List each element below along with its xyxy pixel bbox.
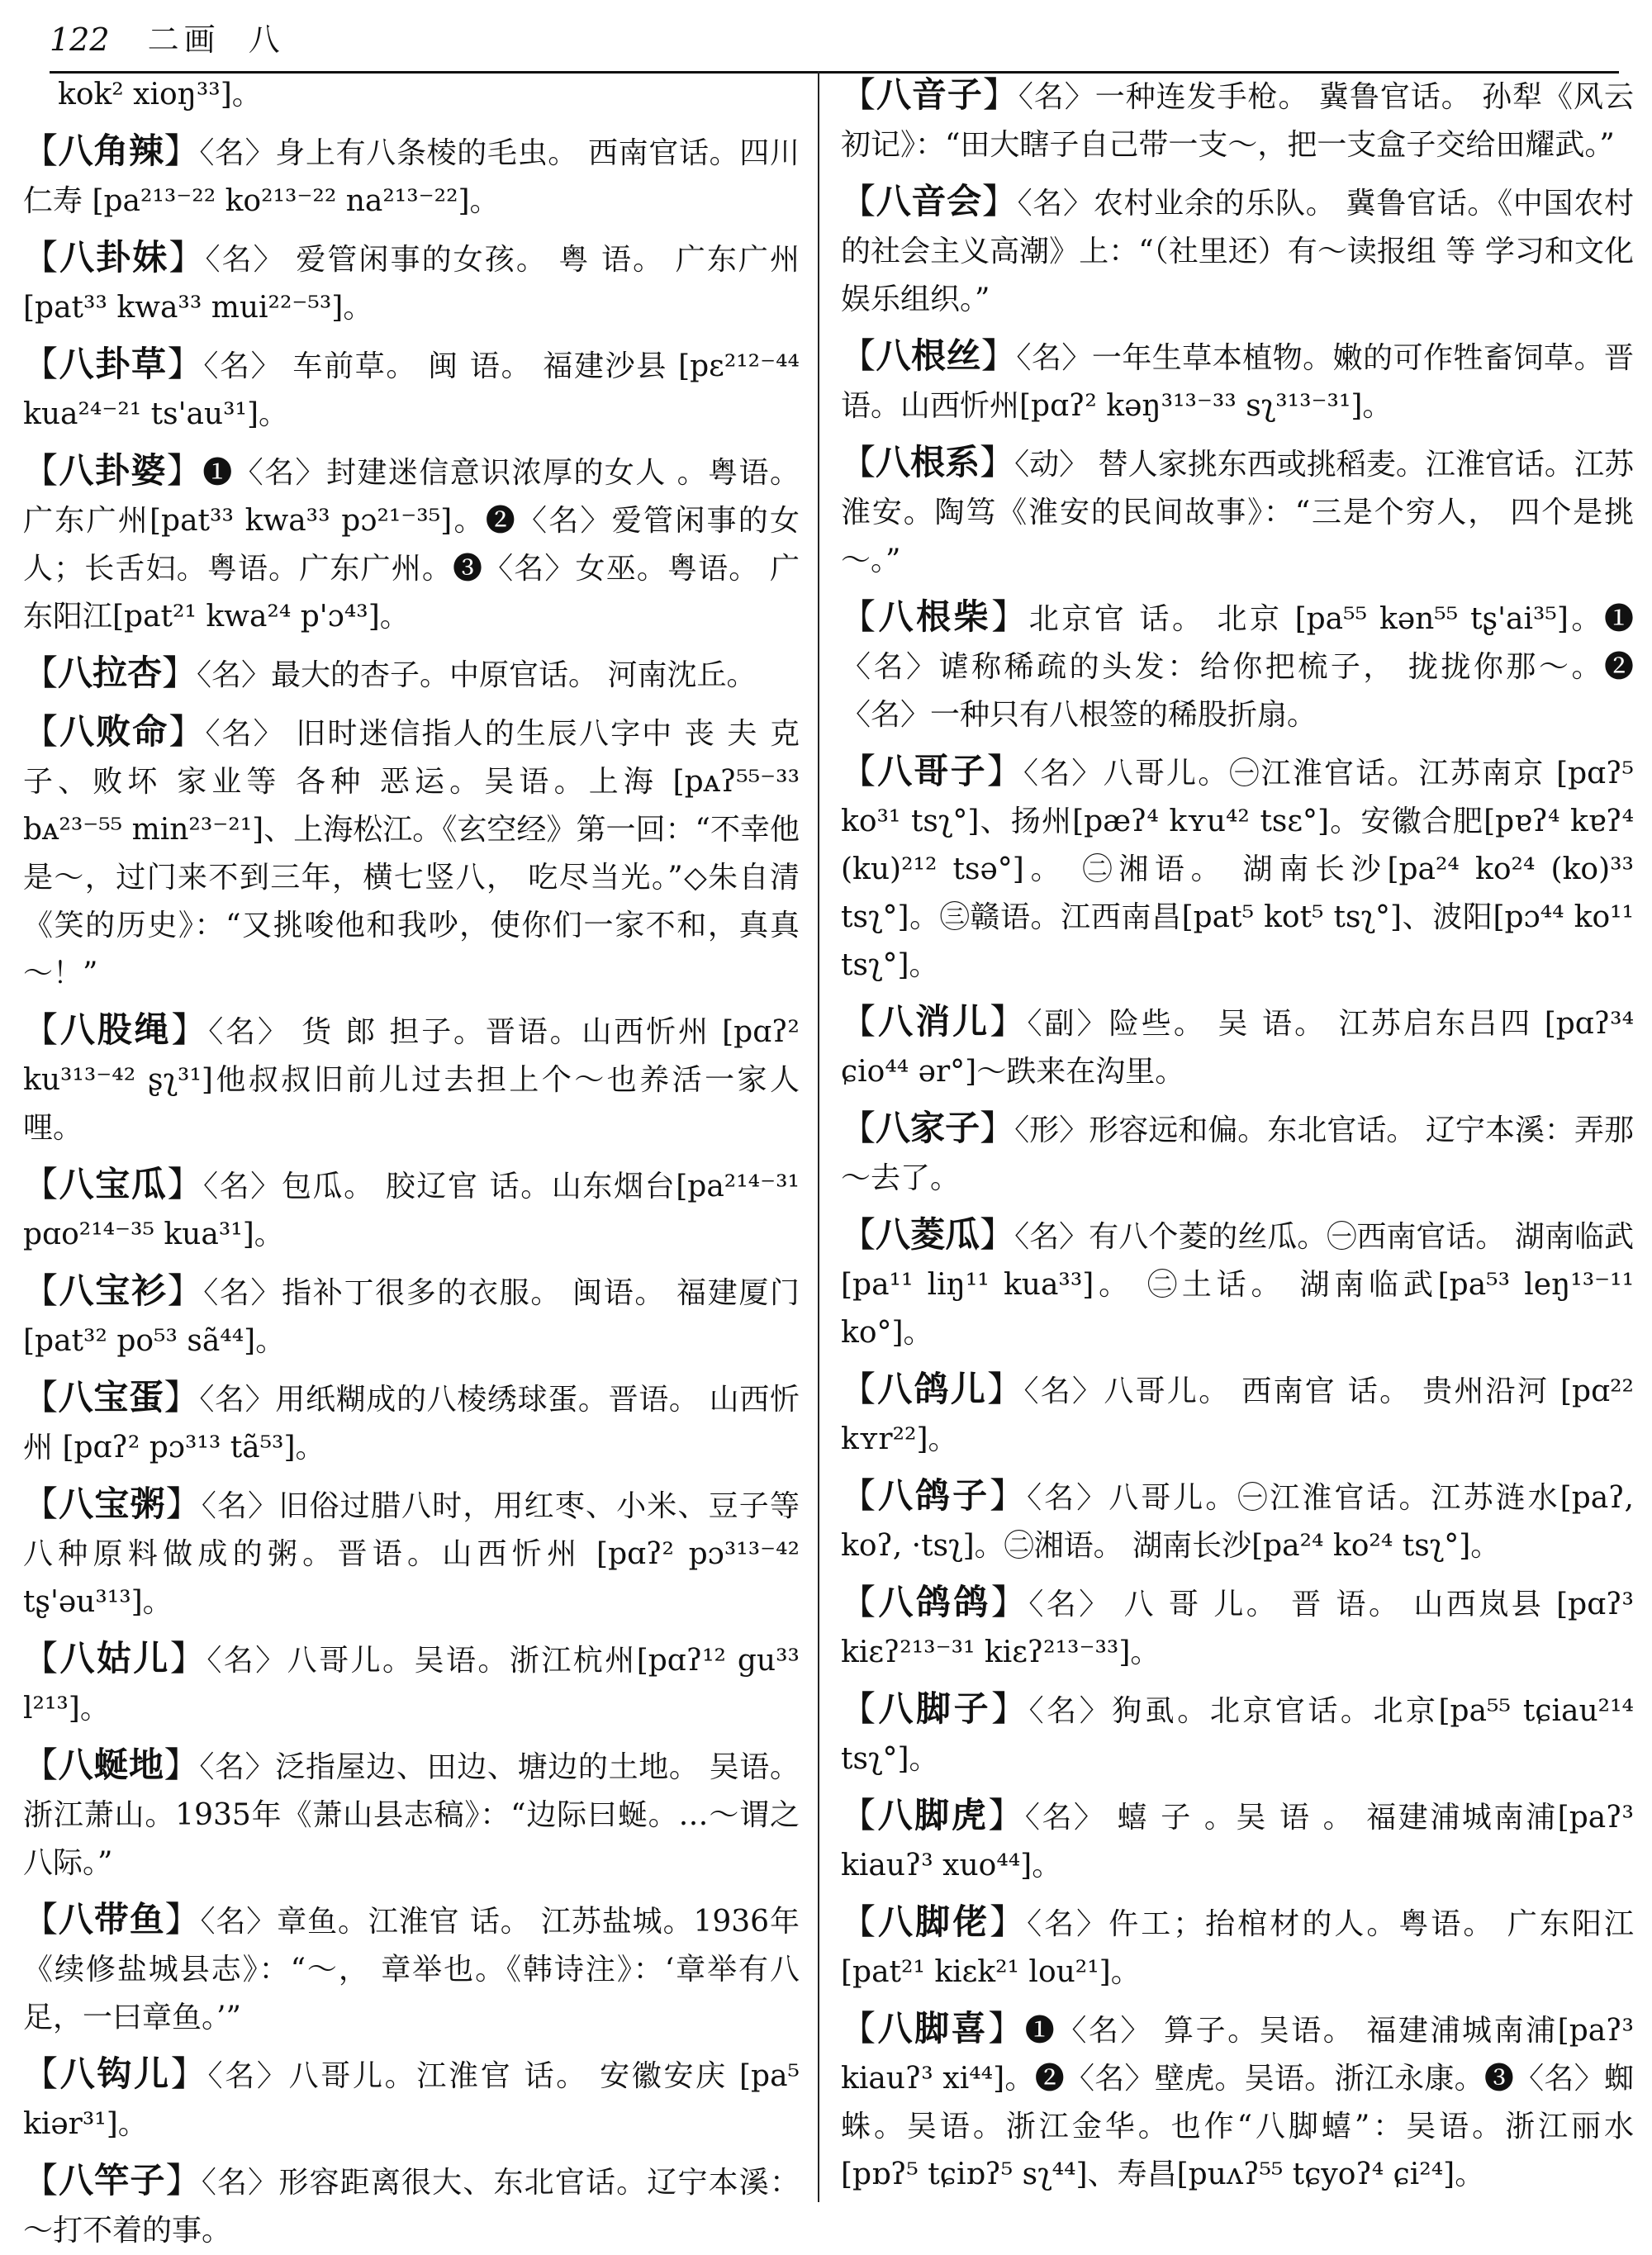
radical: 八 [248, 21, 285, 58]
dictionary-entry [23, 1480, 800, 1626]
dictionary-entry [841, 439, 1634, 585]
entry-definition: 〈名〉包瓜。 胶辽官 话。山东烟台[pa²¹⁴⁻³¹ pɑo²¹⁴⁻³⁵ kua³¹]。 [23, 1170, 800, 1251]
page-header [50, 18, 1619, 74]
entry-headword: 【八宝粥】 [23, 1484, 202, 1524]
entry-headword: 【八股绳】 [23, 1009, 209, 1050]
entry-headword: 【八消儿】 [841, 1001, 1028, 1042]
dictionary-entry [23, 2050, 800, 2148]
entry-headword: 【八带鱼】 [23, 1899, 201, 1939]
entry-definition: 〈名〉 蟢 子 。吴 语 。 福建浦城南浦[paʔ³ kiauʔ³ xuo⁴⁴]。 [841, 1801, 1634, 1882]
dictionary-entry [841, 2005, 1634, 2199]
entry-headword: 【八脚佬】 [841, 1901, 1028, 1942]
dictionary-entry [23, 649, 800, 700]
dictionary-entry [23, 340, 800, 439]
entry-headword: 【八哥子】 [841, 751, 1024, 791]
entry-definition: 〈名〉一年生草本植物。嫩的可作牲畜饲草。晋语。山西忻州[pɑʔ² kəŋ³¹³⁻³³ sʅ³¹³⁻³¹]。 [841, 341, 1634, 423]
entry-definition: 〈名〉一种连发手枪。 冀鲁官话。 孙犁《风云初记》：“田大瞎子自己带一支～，把一支盒子交给田耀武。” [841, 80, 1634, 162]
entry-headword: 【八脚虎】 [841, 1795, 1025, 1835]
dictionary-entry [23, 71, 800, 119]
entry-definition: 北京官 话。 北京 [pa⁵⁵ kən⁵⁵ tʂ'ai³⁵]。❶〈名〉谑称稀疏的头发：给你把梳子， 拢拢你那～。❷〈名〉一种只有八根签的稀股折扇。 [841, 602, 1634, 732]
entry-headword: 【八鸽儿】 [841, 1369, 1024, 1409]
entry-definition: ❶〈名〉 算子。吴语。 福建浦城南浦[paʔ³ kiauʔ³ xi⁴⁴]。❷〈名〉壁虎。吴语。浙江永康。❸〈名〉蜘蛛。吴语。浙江金华。也作“八脚蟢”：吴语。浙江丽水 [pɒʔ⁵ tɕiɒʔ⁵ sʅ⁴⁴]、寿昌[puʌʔ⁵⁵ tɕyoʔ⁴ ɕi²⁴]。 [841, 2014, 1634, 2191]
entry-definition: ❶〈名〉封建迷信意识浓厚的女人 。粤语。 广东广州[pat³³ kwa³³ pɔ²¹⁻³⁵]。❷〈名〉爱管闲事的女人；长舌妇。粤语。广东广州。❸〈名〉女巫。粤语。 广东阳江[pat²¹ kwa²⁴ p'ɔ⁴³]。 [23, 456, 800, 634]
left-column [23, 71, 800, 2248]
entry-headword: 【八卦草】 [23, 344, 204, 384]
entry-definition: 〈名〉形容距离很大、东北官话。辽宁本溪：～打不着的事。 [23, 2166, 800, 2248]
entry-definition: 〈名〉泛指屋边、田边、塘边的土地。 吴语。 浙江萧山。1935年《萧山县志稿》：“边际曰蜒。…～谓之八际。” [23, 1750, 800, 1880]
dictionary-entry [841, 71, 1634, 169]
entry-definition: 〈名〉 爱管闲事的女孩。 粤 语。 广东广州 [pat³³ kwa³³ mui²²⁻⁵³]。 [23, 243, 800, 325]
entry-headword: 【八音会】 [841, 181, 1018, 221]
dictionary-entry [23, 1006, 800, 1152]
entry-definition: 〈名〉八哥儿。㊀江淮官话。江苏涟水[paʔ, koʔ, ·tsʅ]。㊁湘语。 湖南长沙[pa²⁴ ko²⁴ tsʅ°]。 [841, 1481, 1634, 1563]
entry-headword: 【八宝衫】 [23, 1270, 204, 1311]
entry-headword: 【八菱瓜】 [841, 1214, 1015, 1255]
entry-headword: 【八宝蛋】 [23, 1377, 200, 1417]
dictionary-entry [23, 708, 800, 998]
entry-definition: kok² xioŋ³³]。 [58, 78, 262, 112]
dictionary-entry [23, 1267, 800, 1365]
dictionary-entry [23, 2157, 800, 2255]
dictionary-entry [841, 1685, 1634, 1783]
entry-definition: 〈名〉身上有八条棱的毛虫。 西南官话。四川仁寿 [pa²¹³⁻²² ko²¹³⁻²² na²¹³⁻²²]。 [23, 136, 800, 218]
entry-definition: 〈名〉农村业余的乐队。 冀鲁官话。《中国农村的社会主义高潮》上：“（社里还）有～读报组 等 学习和文化娱乐组织。” [841, 187, 1634, 316]
entry-definition: 〈名〉最大的杏子。中原官话。 河南沈丘。 [197, 658, 757, 692]
dictionary-entry [23, 127, 800, 226]
entry-headword: 【八钩儿】 [23, 2053, 208, 2094]
entry-headword: 【八卦婆】 [23, 450, 203, 491]
dictionary-entry [841, 1792, 1634, 1890]
entry-headword: 【八卦妹】 [23, 237, 206, 278]
entry-definition: 〈名〉 旧时迷信指人的生辰八字中 丧 夫 克 子、败坏 家业等 各种 恶运。吴语。上海 [pᴀʔ⁵⁵⁻³³ bᴀ²³⁻⁵⁵ min²³⁻²¹]、上海松江。《玄空经》第一回：“不幸他是～，过门来不到三年，横七竖八， 吃尽当光。”◇朱自清《笑的历史》：“又挑唆他和我吵，使你们一家不和，真真～！” [23, 717, 800, 990]
entry-headword: 【八竿子】 [23, 2160, 202, 2200]
dictionary-entry [841, 178, 1634, 324]
entry-headword: 【八音子】 [841, 74, 1018, 115]
entry-headword: 【八角辣】 [23, 131, 200, 171]
entry-definition: 〈动〉 替人家挑东西或挑稻麦。江淮官话。江苏淮安。陶笃《淮安的民间故事》：“三是个穷人， 四个是挑～。” [841, 448, 1634, 577]
entry-definition: 〈名〉旧俗过腊八时，用红枣、小米、豆子等八种原料做成的粥。晋语。山西忻州 [pɑʔ² pɔ³¹³⁻⁴² tʂ'əu³¹³]。 [23, 1489, 800, 1619]
right-column [841, 71, 1634, 2219]
dictionary-entry [23, 234, 800, 332]
dictionary-entry [23, 1635, 800, 1733]
dictionary-entry [841, 1104, 1634, 1203]
entry-headword: 【八宝瓜】 [23, 1164, 204, 1204]
dictionary-entry [841, 1211, 1634, 1357]
dictionary-entry [841, 748, 1634, 990]
entry-definition: 〈名〉指补丁很多的衣服。 闽语。 福建厦门 [pat³² po⁵³ sã⁴⁴]。 [23, 1276, 800, 1358]
entry-definition: 〈名〉狗虱。北京官话。北京[pa⁵⁵ tɕiau²¹⁴ tsʅ°]。 [841, 1694, 1634, 1776]
entry-definition: 〈名〉仵工；抬棺材的人。粤语。 广东阳江 [pat²¹ kiɛk²¹ lou²¹]。 [841, 1907, 1634, 1989]
entry-definition: 〈名〉 车前草。 闽 语。 福建沙县 [pɛ²¹²⁻⁴⁴ kua²⁴⁻²¹ ts'au³¹]。 [23, 349, 800, 431]
entry-definition: 〈名〉八哥儿。㊀江淮官话。江苏南京 [pɑʔ⁵ ko³¹ tsʅ°]、扬州[pæʔ⁴ kʏu⁴² tsɛ°]。安徽合肥[pɐʔ⁴ kɐʔ⁴ (ku)²¹² tsə°]。 ㊁湘语。 湖南长沙[pa²⁴ ko²⁴ (ko)³³ tsʅ°]。㊂赣语。江西南昌[pat⁵ kot⁵ tsʅ°]、波阳[pɔ⁴⁴ ko¹¹ tsʅ°]。 [841, 757, 1634, 982]
dictionary-entry [841, 1898, 1634, 1996]
dictionary-entry [23, 1161, 800, 1259]
entry-headword: 【八脚喜】 [841, 2008, 1025, 2048]
page-number: 122 [50, 21, 110, 58]
dictionary-entry [23, 1896, 800, 2042]
dictionary-entry [841, 1472, 1634, 1570]
entry-definition: 〈名〉有八个菱的丝瓜。㊀西南官话。 湖南临武[pa¹¹ liŋ¹¹ kua³³]。 ㊁土话。 湖南临武[pa⁵³ leŋ¹³⁻¹¹ ko°]。 [841, 1220, 1634, 1350]
dictionary-entry [841, 998, 1634, 1096]
entry-definition: 〈名〉 货 郎 担子。晋语。山西忻州 [pɑʔ² ku³¹³⁻⁴² ʂʅ³¹]他叔叔旧前儿过去担上个～也养活一家人哩。 [23, 1015, 800, 1145]
entry-definition: 〈副〉险些。 吴 语。 江苏启东吕四 [pɑʔ³⁴ ɕio⁴⁴ ər°]～跌来在沟里。 [841, 1007, 1634, 1089]
entry-headword: 【八鸽鸽】 [841, 1582, 1029, 1622]
dictionary-entry [23, 447, 800, 641]
entry-headword: 【八姑儿】 [23, 1638, 207, 1678]
entry-headword: 【八根丝】 [841, 335, 1017, 376]
entry-definition: 〈名〉章鱼。江淮官 话。 江苏盐城。1936年《续修盐城县志》：“～， 章举也。《韩诗注》：‘章举有八足，一曰章鱼。’” [23, 1905, 800, 2034]
entry-definition: 〈名〉八哥儿。吴语。浙江杭州[pɑʔ¹² gu³³ l²¹³]。 [23, 1644, 800, 1726]
column-divider [818, 71, 819, 2202]
entry-headword: 【八脚子】 [841, 1688, 1029, 1729]
entry-headword: 【八蜒地】 [23, 1745, 200, 1785]
stroke-count: 二画 [147, 21, 221, 58]
dictionary-entry [23, 1374, 800, 1472]
dictionary-entry [841, 1578, 1634, 1677]
entry-definition: 〈名〉用纸糊成的八棱绣球蛋。晋语。 山西忻州 [pɑʔ² pɔ³¹³ tã⁵³]。 [23, 1383, 800, 1465]
dictionary-entry [841, 1365, 1634, 1464]
entry-definition: 〈名〉八哥儿。江淮官 话。 安徽安庆 [pa⁵ kiər³¹]。 [23, 2059, 800, 2141]
entry-definition: 〈形〉形容远和偏。东北官话。 辽宁本溪：弄那～去了。 [841, 1113, 1634, 1195]
entry-definition: 〈名〉八哥儿。 西南官 话。 贵州沿河 [pɑ²² kʏr²²]。 [841, 1374, 1634, 1456]
dictionary-entry [841, 332, 1634, 430]
dictionary-entry [23, 1741, 800, 1887]
entry-headword: 【八根柴】 [841, 596, 1029, 637]
entry-headword: 【八败命】 [23, 711, 206, 752]
entry-headword: 【八家子】 [841, 1108, 1015, 1148]
entry-headword: 【八根系】 [841, 442, 1015, 482]
entry-definition: 〈名〉 八 哥 儿。 晋 语。 山西岚县 [pɑʔ³ kiɛʔ²¹³⁻³¹ kiɛʔ²¹³⁻³³]。 [841, 1588, 1634, 1669]
entry-headword: 【八拉杏】 [23, 653, 197, 693]
dictionary-entry [841, 593, 1634, 739]
entry-headword: 【八鸽子】 [841, 1475, 1028, 1516]
